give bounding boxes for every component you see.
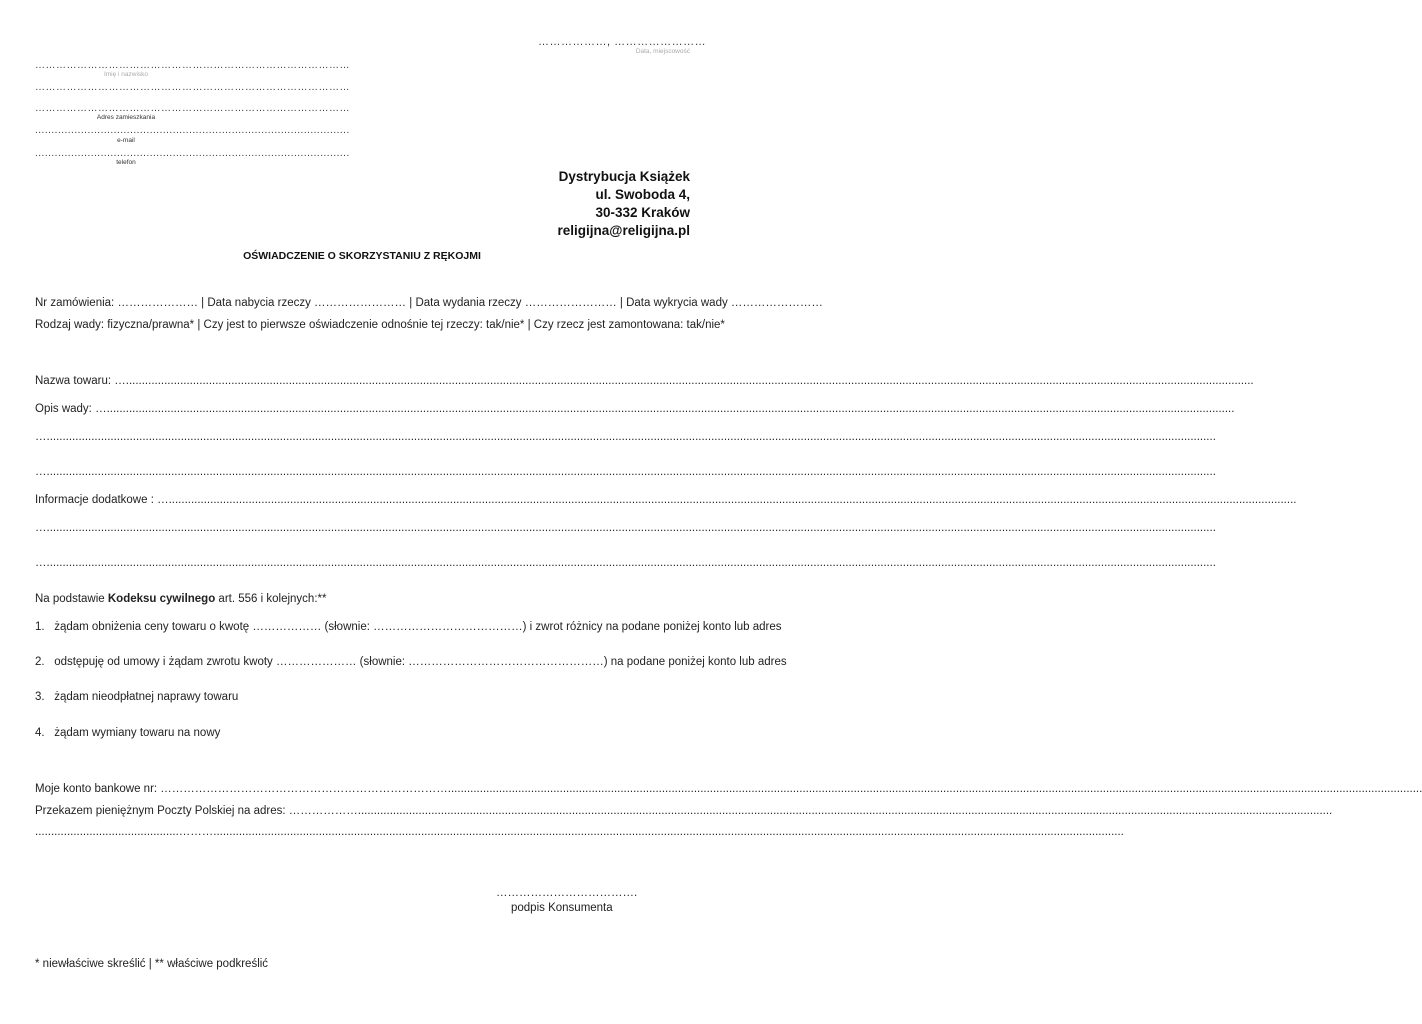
- additional-info-label: Informacje dodatkowe : …: [35, 494, 169, 506]
- recipient-address: [558, 168, 690, 240]
- defect-description-label: Opis wady: …: [35, 403, 107, 415]
- additional-info-line-2[interactable]: …..............................................................................................................................................................................................................................................................................................................................................................................: [35, 522, 1216, 534]
- postal-order-line-2[interactable]: .............................................……….............................................................................................................................................................................................................................................................................................: [35, 826, 1124, 838]
- defect-description-field[interactable]: Opis wady: ….................................................................................................................................................................................................................................................................................................................................................................: [35, 403, 1235, 415]
- sender-name-line[interactable]: ………………………………………………………………………………: [35, 60, 350, 71]
- postal-order-field[interactable]: Przekazem pieniężnym Poczty Polskiej na adres: ……………….................................................................................................................................................................................................................................................................................................................: [35, 805, 1333, 817]
- legal-basis: [35, 593, 326, 605]
- claim-withdrawal[interactable]: [35, 656, 787, 668]
- sender-address-label: Adres zamieszkania: [96, 114, 156, 121]
- defect-description-line-3[interactable]: …..............................................................................................................................................................................................................................................................................................................................................................................: [35, 466, 1216, 478]
- product-name-label: Nazwa towaru: …: [35, 375, 126, 387]
- postal-order-label: Przekazem pieniężnym Poczty Polskiej na adres: ………………: [35, 805, 358, 817]
- sender-address-line-1[interactable]: ………………………………………………………………………………: [35, 82, 350, 93]
- recipient-city: 30-332 Kraków: [595, 205, 690, 220]
- claim-price-reduction[interactable]: [35, 621, 782, 633]
- sender-phone-line[interactable]: ................................................................................................: [35, 148, 350, 159]
- claim-number: 2.: [35, 656, 45, 668]
- sender-name-label: Imię i nazwisko: [103, 71, 149, 78]
- sender-email-line[interactable]: ................................................................................................: [35, 125, 350, 136]
- claim-text: żądam obniżenia ceny towaru o kwotę ……………… (słownie: …………………………………) i zwrot różnicy na podane poniżej konto lub adres: [54, 621, 782, 633]
- claim-free-repair[interactable]: [35, 691, 238, 703]
- order-info-line[interactable]: Nr zamówienia: ………………… | Data nabycia rzeczy …………………… | Data wydania rzeczy …………………… | Data wykrycia wady ……………………: [35, 297, 823, 309]
- claim-number: 1.: [35, 621, 45, 633]
- legal-basis-suffix: art. 556 i kolejnych:**: [215, 593, 327, 605]
- signature-dots[interactable]: ……………………………….: [496, 887, 638, 899]
- recipient-email: religijna@religijna.pl: [557, 223, 690, 238]
- sender-address-line-2[interactable]: ………………………………………………………………………………: [35, 103, 350, 114]
- legal-basis-prefix: Na podstawie: [35, 593, 108, 605]
- sender-email-label: e-mail: [117, 137, 135, 144]
- sender-phone-label: telefon: [116, 159, 136, 166]
- date-place-label: Data, miejscowość: [635, 48, 690, 55]
- claim-number: 4.: [35, 727, 45, 739]
- recipient-company: Dystrybucja Książek: [558, 169, 690, 184]
- claim-text: odstępuję od umowy i żądam zwrotu kwoty ………………… (słownie: ……………………………………………) na podane poniżej konto lub adres: [54, 656, 787, 668]
- claim-replacement[interactable]: [35, 727, 220, 739]
- bank-account-field[interactable]: Moje konto bankowe nr: ………………………………………………………………….................................................................................................................................................................................................................................................................................................................: [35, 783, 1422, 795]
- defect-description-line-2[interactable]: …..............................................................................................................................................................................................................................................................................................................................................................................: [35, 431, 1216, 443]
- claim-number: 3.: [35, 691, 45, 703]
- claim-text: żądam nieodpłatnej naprawy towaru: [54, 691, 239, 703]
- recipient-street: ul. Swoboda 4,: [595, 187, 690, 202]
- bank-account-label: Moje konto bankowe nr: …………………………………………………………………: [35, 783, 448, 795]
- additional-info-line-3[interactable]: …..............................................................................................................................................................................................................................................................................................................................................................................: [35, 557, 1216, 569]
- additional-info-field[interactable]: Informacje dodatkowe : ….................................................................................................................................................................................................................................................................................................................................................................: [35, 494, 1297, 506]
- claim-text: żądam wymiany towaru na nowy: [54, 727, 221, 739]
- document-title: OŚWIADCZENIE O SKORZYSTANIU Z RĘKOJMI: [243, 250, 481, 262]
- date-place-dots[interactable]: ………………, ……………………: [538, 36, 707, 48]
- footnote: * niewłaściwe skreślić | ** właściwe podkreślić: [35, 958, 269, 970]
- defect-type-line[interactable]: Rodzaj wady: fizyczna/prawna* | Czy jest to pierwsze oświadczenie odnośnie tej rzeczy: tak/nie* | Czy rzecz jest zamontowana: tak/nie*: [35, 319, 725, 331]
- product-name-field[interactable]: Nazwa towaru: ….................................................................................................................................................................................................................................................................................................................................................................: [35, 375, 1254, 387]
- legal-basis-code: Kodeksu cywilnego: [107, 593, 216, 605]
- signature-label: podpis Konsumenta: [511, 902, 613, 914]
